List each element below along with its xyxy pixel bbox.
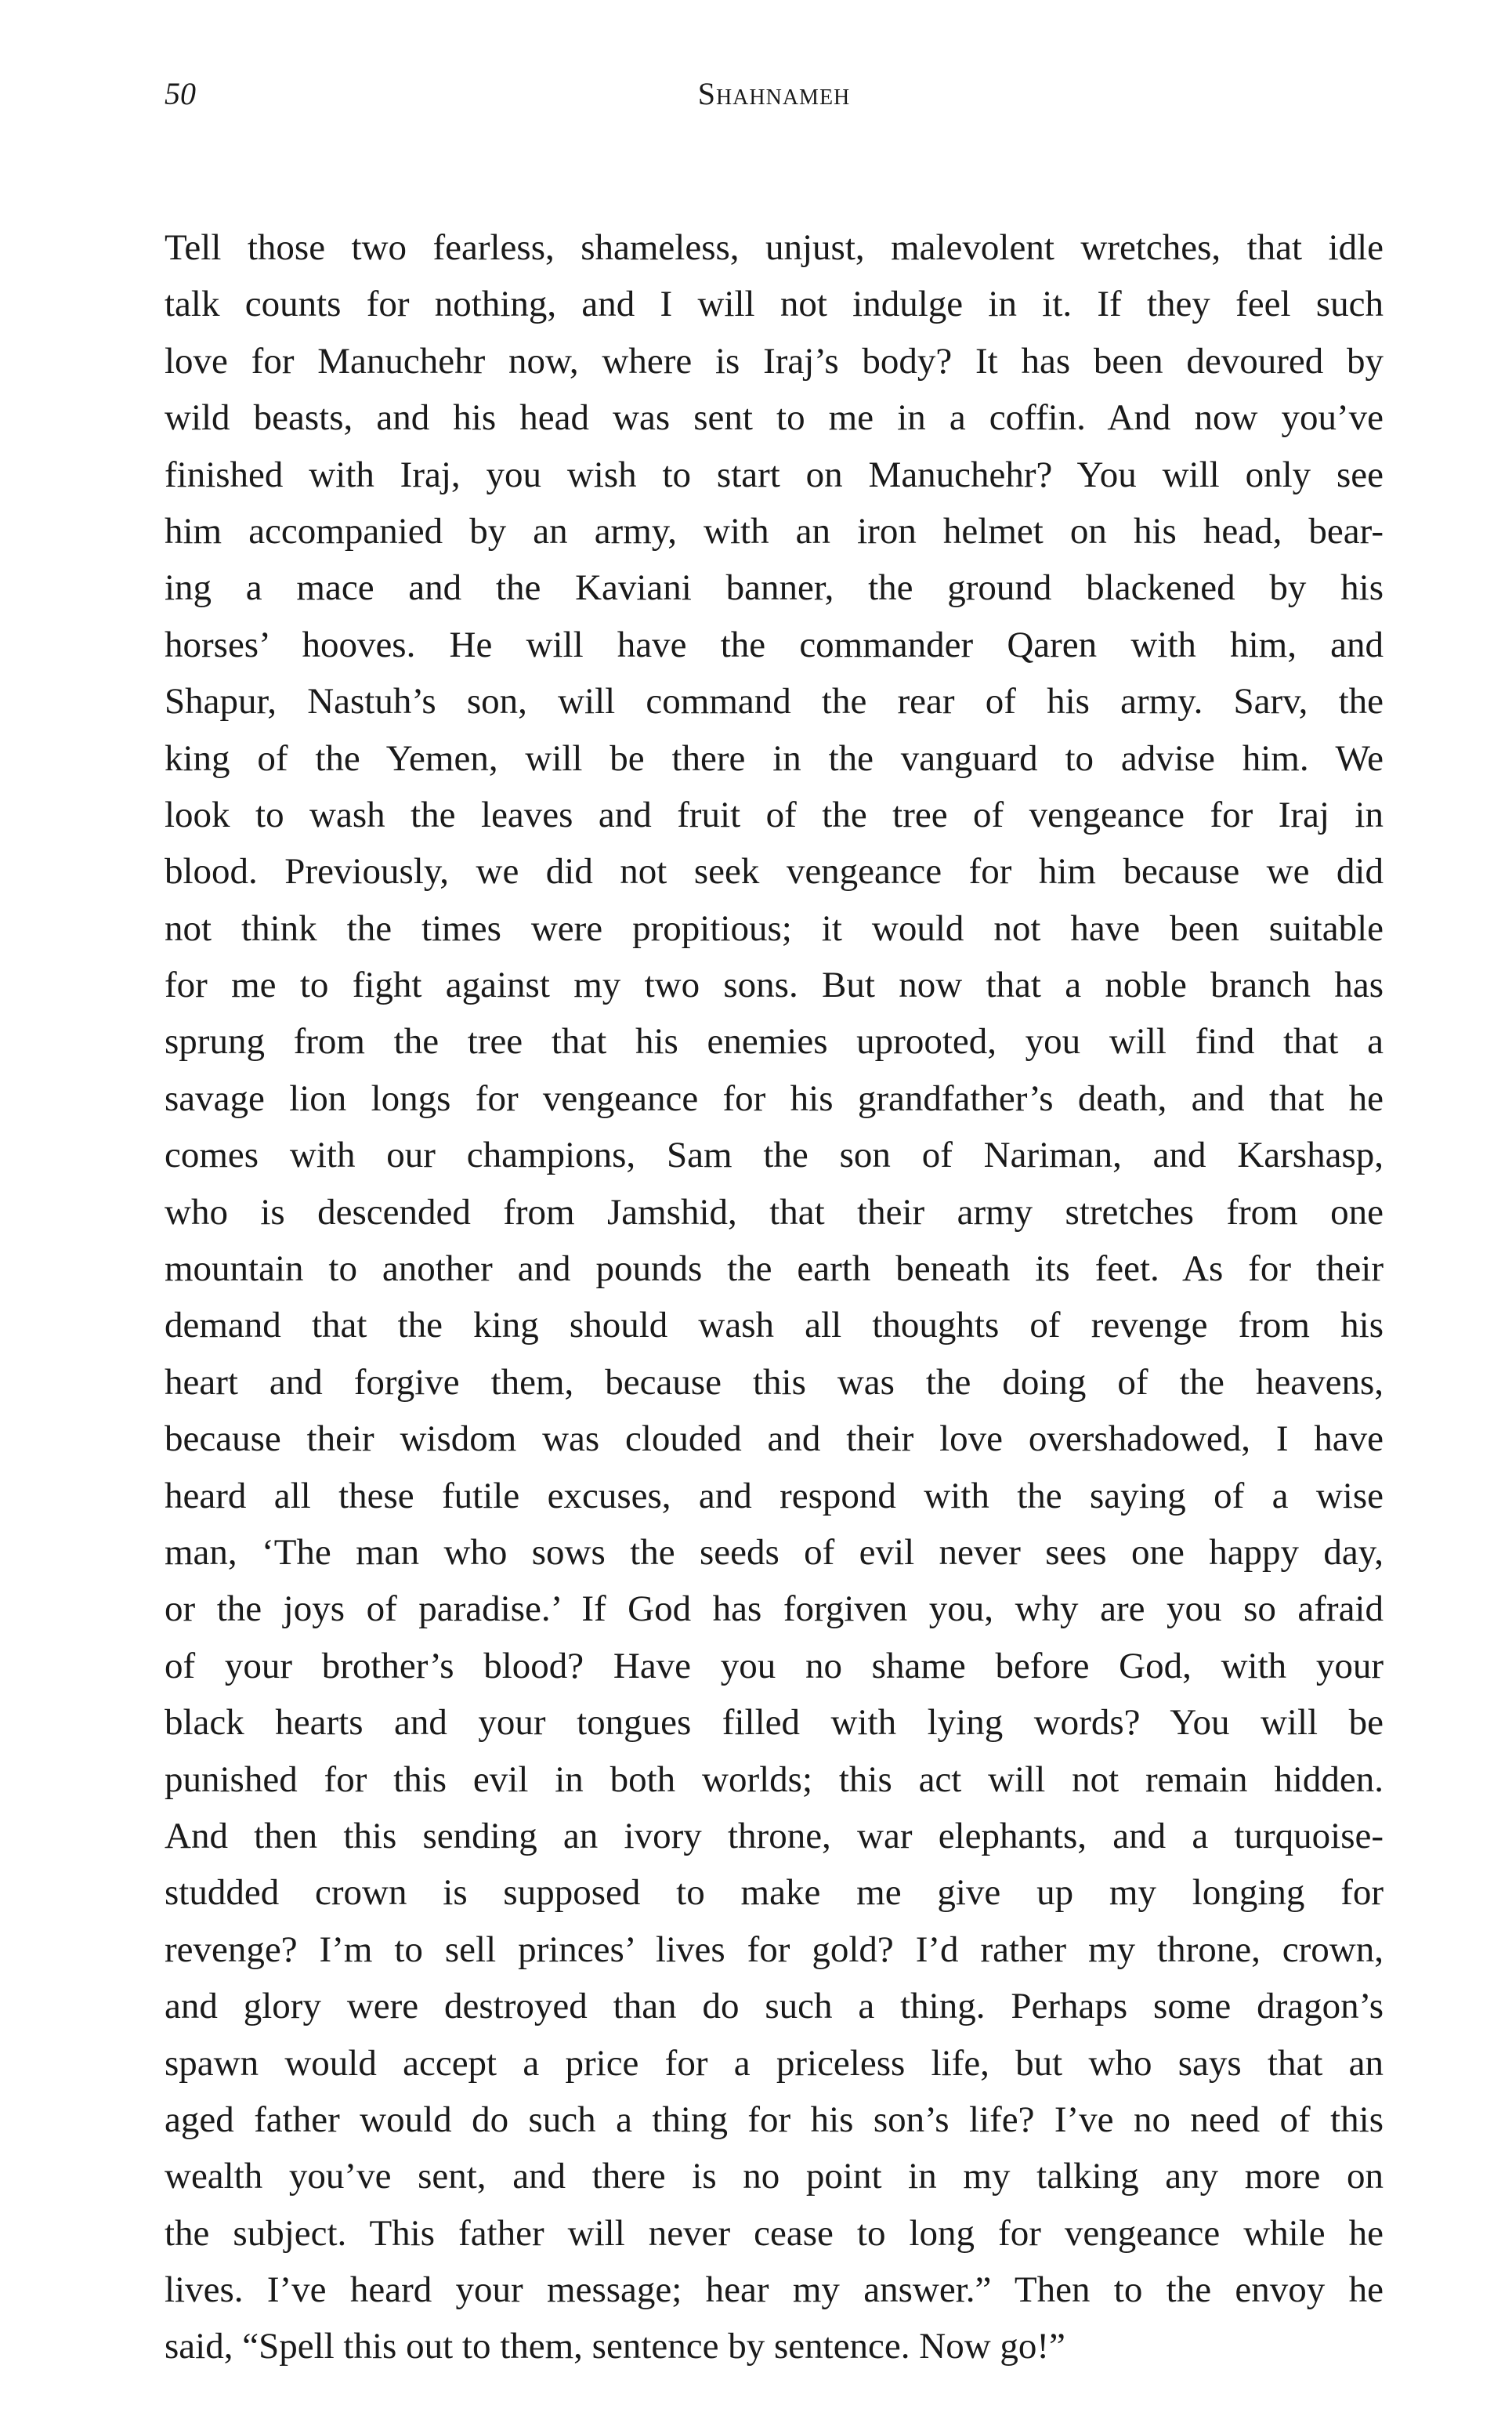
text-line: of your brother’s blood? Have you no shame before God, with your bbox=[165, 1645, 1384, 1686]
text-line: the subject. This father will never cease to long for vengeance while he bbox=[165, 2212, 1384, 2254]
text-line: ing a mace and the Kaviani banner, the ground blackened by his bbox=[165, 567, 1384, 609]
text-line: him accompanied by an army, with an iron helmet on his head, bear- bbox=[165, 510, 1384, 552]
text-line: look to wash the leaves and fruit of the tree of vengeance for Iraj in bbox=[165, 794, 1384, 835]
text-line: heard all these futile excuses, and respond with the saying of a wise bbox=[165, 1475, 1384, 1516]
text-line: finished with Iraj, you wish to start on Manuchehr? You will only see bbox=[165, 454, 1384, 495]
text-line: studded crown is supposed to make me give up my longing for bbox=[165, 1872, 1384, 1914]
text-line: black hearts and your tongues filled with lying words? You will be bbox=[165, 1702, 1384, 1744]
text-line: for me to fight against my two sons. But now that a noble branch has bbox=[165, 965, 1384, 1006]
text-line: punished for this evil in both worlds; this act will not remain hidden. bbox=[165, 1758, 1384, 1800]
page-number: 50 bbox=[165, 76, 196, 111]
text-line: wealth you’ve sent, and there is no point in my talking any more on bbox=[165, 2156, 1384, 2197]
text-line: lives. I’ve heard your message; hear my answer.” Then to the envoy he bbox=[165, 2269, 1384, 2311]
text-line: Tell those two fearless, shameless, unjust, malevolent wretches, that idle bbox=[165, 227, 1384, 268]
text-line: and glory were destroyed than do such a thing. Perhaps some dragon’s bbox=[165, 1986, 1384, 2027]
text-line: or the joys of paradise.’ If God has forgiven you, why are you so afraid bbox=[165, 1588, 1384, 1630]
text-line: love for Manuchehr now, where is Iraj’s body? It has been devoured by bbox=[165, 340, 1384, 382]
text-line: savage lion longs for vengeance for his grandfather’s death, and that he bbox=[165, 1077, 1384, 1119]
text-line: king of the Yemen, will be there in the vanguard to advise him. We bbox=[165, 737, 1384, 779]
text-line: revenge? I’m to sell princes’ lives for gold? I’d rather my throne, crown, bbox=[165, 1929, 1384, 1970]
text-line: spawn would accept a price for a priceless life, but who says that an bbox=[165, 2042, 1384, 2084]
page-header bbox=[165, 75, 1384, 122]
text-line: talk counts for nothing, and I will not indulge in it. If they feel such bbox=[165, 284, 1384, 325]
body-text bbox=[165, 219, 1384, 2375]
text-line: heart and forgive them, because this was the doing of the heavens, bbox=[165, 1361, 1384, 1403]
text-line: comes with our champions, Sam the son of Nariman, and Karshasp, bbox=[165, 1135, 1384, 1176]
text-line: blood. Previously, we did not seek vengeance for him because we did bbox=[165, 851, 1384, 893]
running-title: Shahnameh bbox=[697, 76, 851, 111]
text-line: Shapur, Nastuh’s son, will command the rear of his army. Sarv, the bbox=[165, 681, 1384, 723]
text-line: demand that the king should wash all thoughts of revenge from his bbox=[165, 1305, 1384, 1346]
text-line: because their wisdom was clouded and their love overshadowed, I have bbox=[165, 1418, 1384, 1460]
text-line: horses’ hooves. He will have the commander Qaren with him, and bbox=[165, 624, 1384, 665]
text-line: said, “Spell this out to them, sentence by sentence. Now go!” bbox=[165, 2326, 1065, 2367]
text-line: who is descended from Jamshid, that their army stretches from one bbox=[165, 1191, 1384, 1233]
text-line: man, ‘The man who sows the seeds of evil never sees one happy day, bbox=[165, 1531, 1384, 1573]
text-line: And then this sending an ivory throne, war elephants, and a turquoise- bbox=[165, 1815, 1384, 1856]
text-line: mountain to another and pounds the earth beneath its feet. As for their bbox=[165, 1248, 1384, 1290]
text-line: sprung from the tree that his enemies uprooted, you will find that a bbox=[165, 1021, 1384, 1063]
text-line: aged father would do such a thing for his son’s life? I’ve no need of this bbox=[165, 2099, 1384, 2140]
text-line: not think the times were propitious; it would not have been suitable bbox=[165, 907, 1384, 949]
text-line: wild beasts, and his head was sent to me in a coffin. And now you’ve bbox=[165, 397, 1384, 439]
